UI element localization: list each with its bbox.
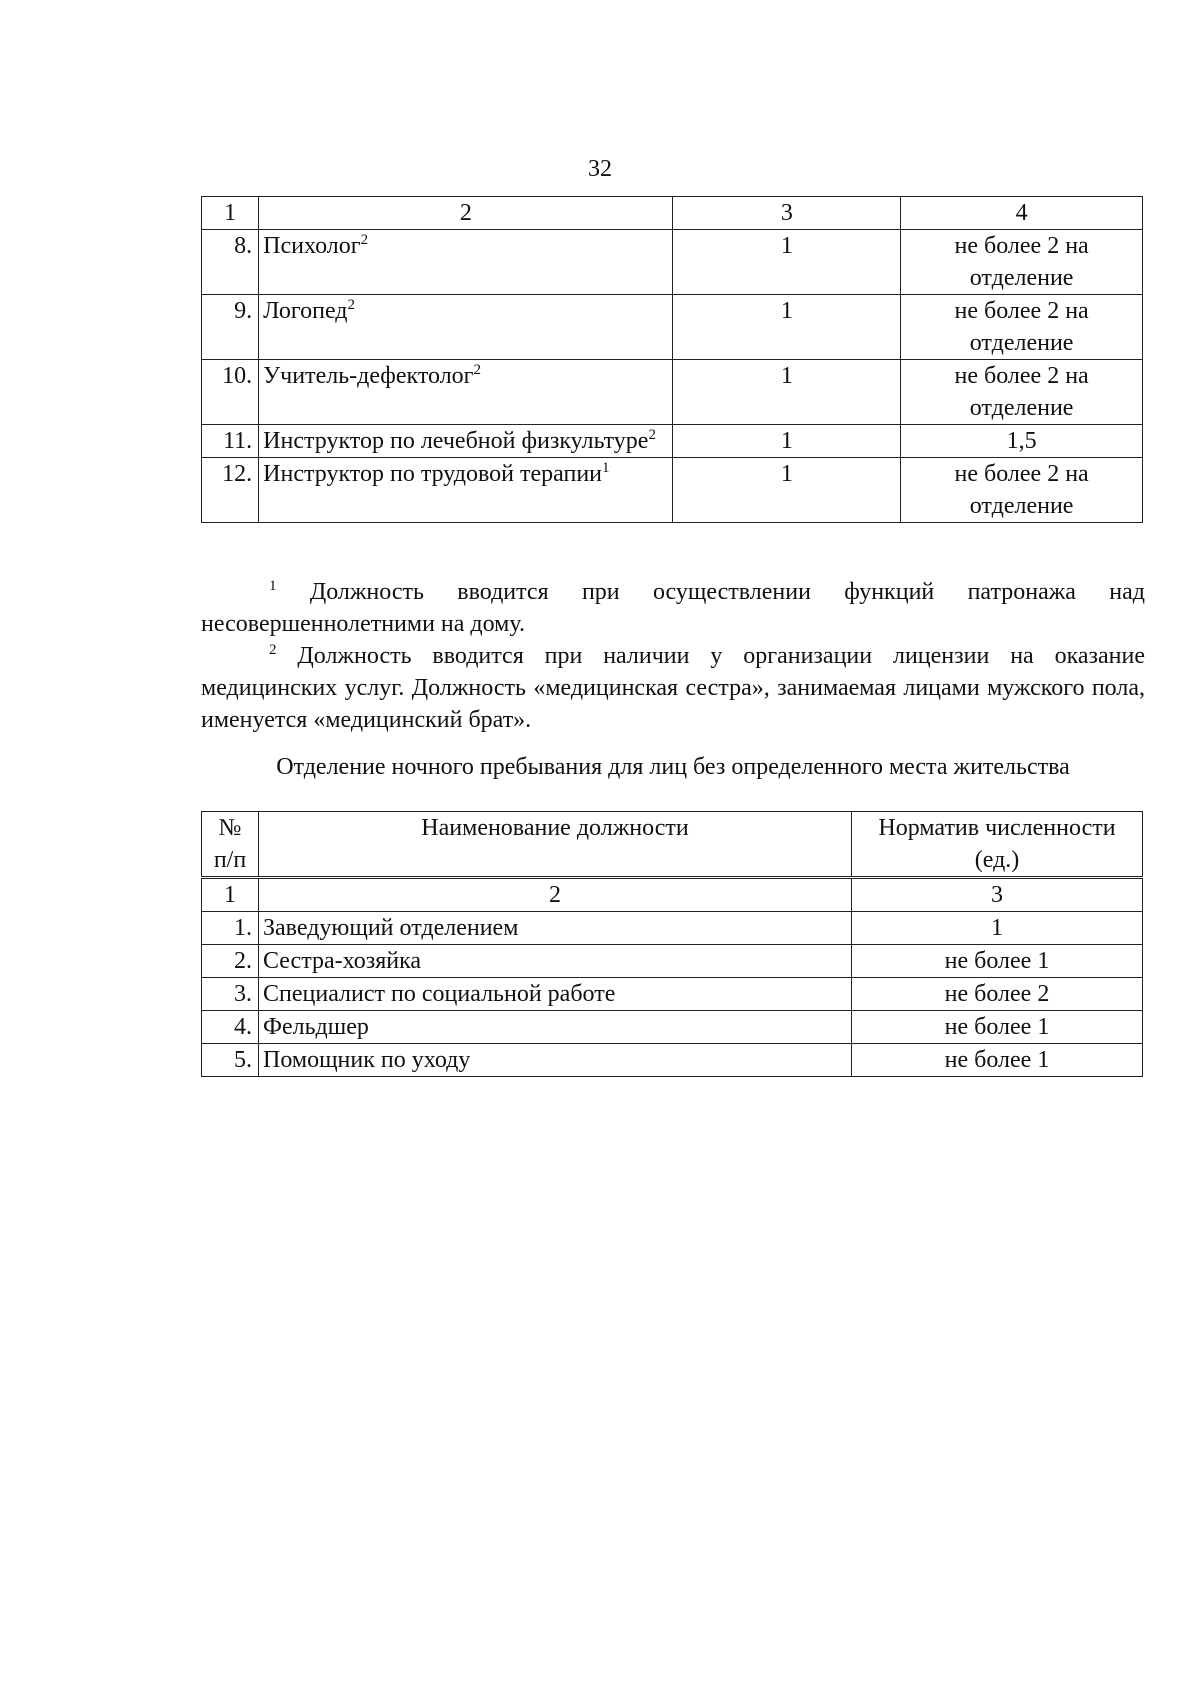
position-name: Специалист по социальной работе bbox=[259, 978, 852, 1011]
table-row bbox=[202, 912, 1143, 945]
column-index-4: 4 bbox=[901, 197, 1143, 230]
row-number: 8. bbox=[202, 230, 259, 295]
position-quantity: 1 bbox=[673, 425, 901, 458]
position-name bbox=[259, 295, 673, 360]
footnotes bbox=[201, 576, 1145, 736]
position-norm: не более 2 на отделение bbox=[901, 360, 1143, 425]
footnote-marker: 1 bbox=[602, 460, 610, 476]
table-row bbox=[202, 1044, 1143, 1077]
position-norm: 1 bbox=[852, 912, 1143, 945]
row-number: 3. bbox=[202, 978, 259, 1011]
row-number: 2. bbox=[202, 945, 259, 978]
staff-table-continued bbox=[201, 196, 1143, 523]
position-name bbox=[259, 458, 673, 523]
footnote-mark: 1 bbox=[269, 578, 277, 594]
footnote-2 bbox=[201, 640, 1145, 736]
footnote-1 bbox=[201, 576, 1145, 640]
night-stay-staff-table bbox=[201, 811, 1143, 1077]
position-name: Заведующий отделением bbox=[259, 912, 852, 945]
position-norm: не более 1 bbox=[852, 1011, 1143, 1044]
row-number: 4. bbox=[202, 1011, 259, 1044]
table-row bbox=[202, 978, 1143, 1011]
column-index-1: 1 bbox=[202, 197, 259, 230]
table-row bbox=[202, 458, 1143, 523]
row-number: 9. bbox=[202, 295, 259, 360]
header-position-name: Наименование должности bbox=[259, 812, 852, 878]
table-header-row bbox=[202, 197, 1143, 230]
position-norm: не более 1 bbox=[852, 1044, 1143, 1077]
column-index-2: 2 bbox=[259, 197, 673, 230]
position-name: Фельдшер bbox=[259, 1011, 852, 1044]
footnote-marker: 2 bbox=[473, 362, 482, 378]
header-number: № п/п bbox=[202, 812, 259, 878]
position-norm: не более 2 на отделение bbox=[901, 458, 1143, 523]
position-quantity: 1 bbox=[673, 360, 901, 425]
table-row bbox=[202, 230, 1143, 295]
column-index-2: 2 bbox=[259, 878, 852, 912]
table-row bbox=[202, 1011, 1143, 1044]
section-title: Отделение ночного пребывания для лиц без определенного места жительства bbox=[276, 754, 1070, 780]
position-norm: 1,5 bbox=[901, 425, 1143, 458]
row-number: 12. bbox=[202, 458, 259, 523]
footnote-mark: 2 bbox=[269, 642, 277, 658]
column-index-1: 1 bbox=[202, 878, 259, 912]
position-name-text: Инструктор по лечебной физкультуре bbox=[263, 428, 649, 454]
page-number: 32 bbox=[588, 156, 612, 182]
position-norm: не более 2 bbox=[852, 978, 1143, 1011]
position-name-text: Учитель-дефектолог bbox=[263, 363, 474, 389]
table-row bbox=[202, 295, 1143, 360]
position-norm: не более 2 на отделение bbox=[901, 230, 1143, 295]
position-name: Сестра-хозяйка bbox=[259, 945, 852, 978]
table-header-row bbox=[202, 812, 1143, 878]
position-quantity: 1 bbox=[673, 230, 901, 295]
footnote-marker: 2 bbox=[360, 232, 369, 248]
footnote-marker: 2 bbox=[347, 297, 355, 313]
column-index-3: 3 bbox=[852, 878, 1143, 912]
position-norm: не более 2 на отделение bbox=[901, 295, 1143, 360]
position-quantity: 1 bbox=[673, 295, 901, 360]
position-name: Помощник по уходу bbox=[259, 1044, 852, 1077]
footnote-text: Должность вводится при осуществлении функций патронажа над несовершеннолетними на дому. bbox=[201, 579, 1145, 637]
position-name bbox=[259, 360, 673, 425]
row-number: 5. bbox=[202, 1044, 259, 1077]
position-quantity: 1 bbox=[673, 458, 901, 523]
position-norm: не более 1 bbox=[852, 945, 1143, 978]
table-row bbox=[202, 945, 1143, 978]
column-index-row bbox=[202, 878, 1143, 912]
row-number: 10. bbox=[202, 360, 259, 425]
table-row bbox=[202, 360, 1143, 425]
column-index-3: 3 bbox=[673, 197, 901, 230]
position-name bbox=[259, 425, 673, 458]
row-number: 1. bbox=[202, 912, 259, 945]
position-name-text: Психолог bbox=[263, 233, 361, 259]
row-number: 11. bbox=[202, 425, 259, 458]
footnote-text: Должность вводится при наличии у организации лицензии на оказание медицинских услуг. Должность «медицинская сестра», занимаемая лицами мужского пола, именуется «медицинский брат». bbox=[201, 643, 1145, 733]
position-name-text: Инструктор по трудовой терапии bbox=[263, 461, 603, 487]
position-name-text: Логопед bbox=[263, 298, 348, 324]
header-norm: Норматив численности (ед.) bbox=[852, 812, 1143, 878]
table-row bbox=[202, 425, 1143, 458]
footnote-marker: 2 bbox=[648, 427, 656, 443]
position-name bbox=[259, 230, 673, 295]
